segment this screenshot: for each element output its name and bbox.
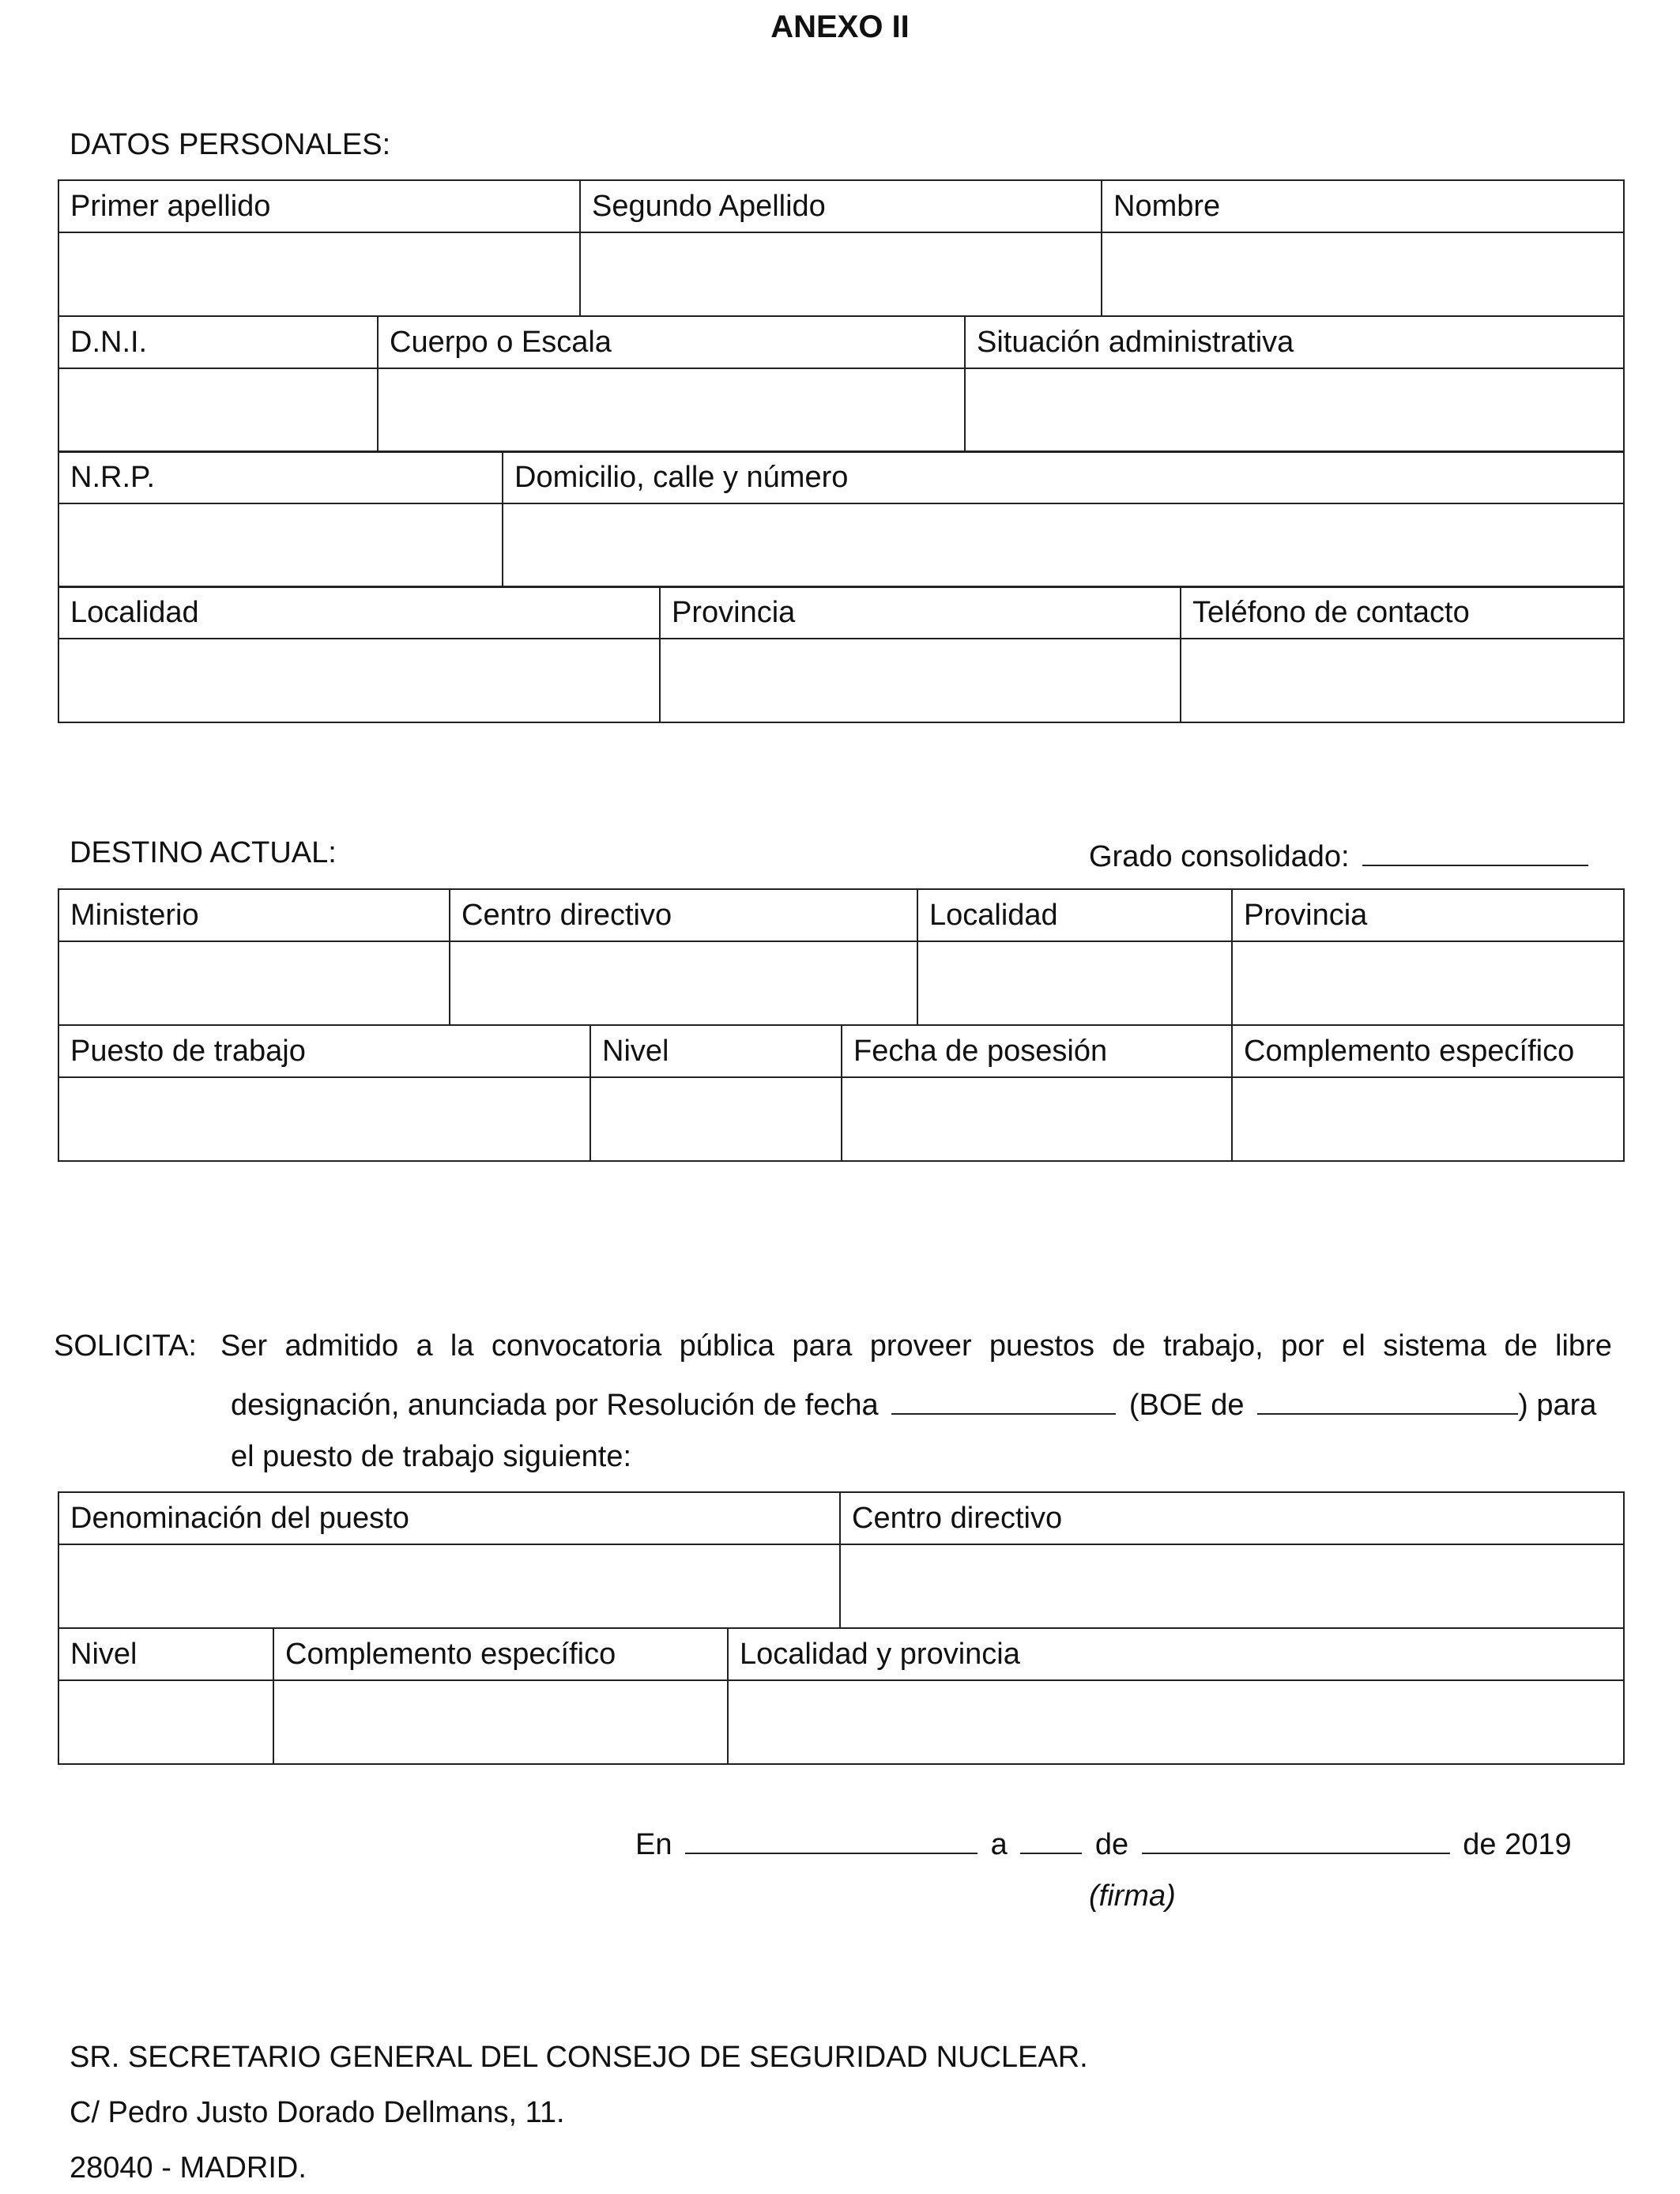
nivel-label: Nivel — [590, 1025, 842, 1077]
personal-data-table-4 — [58, 586, 1625, 723]
solicita-line-1 — [220, 1331, 1612, 1361]
personal-data-heading: DATOS PERSONALES: — [70, 128, 391, 161]
recipient-line-3: 28040 - MADRID. — [70, 2151, 307, 2185]
recipient-line-1: SR. SECRETARIO GENERAL DEL CONSEJO DE SEGURIDAD NUCLEAR. — [70, 2041, 1088, 2074]
localidad-field[interactable] — [58, 639, 660, 722]
firma-label: (firma) — [1089, 1879, 1176, 1913]
solicita-line-2a: designación, anunciada por Resolución de fecha — [231, 1389, 879, 1422]
solicita-word: pública — [679, 1329, 775, 1363]
denominacion-field[interactable] — [58, 1544, 840, 1628]
destino-localidad-label: Localidad — [917, 889, 1232, 941]
puesto-nivel-label: Nivel — [58, 1628, 273, 1680]
denominacion-label: Denominación del puesto — [58, 1492, 840, 1544]
centro-directivo-label: Centro directivo — [450, 889, 917, 941]
situacion-label: Situación administrativa — [965, 316, 1624, 368]
provincia-field[interactable] — [660, 639, 1181, 722]
solicita-word: por — [1281, 1329, 1324, 1363]
solicita-word: de — [1112, 1329, 1146, 1363]
name-label: Nombre — [1102, 180, 1624, 232]
solicita-word: admitido — [284, 1329, 399, 1363]
dni-label: D.N.I. — [58, 316, 378, 368]
second-surname-label: Segundo Apellido — [580, 180, 1102, 232]
destino-localidad-field[interactable] — [917, 941, 1232, 1025]
telefono-field[interactable] — [1181, 639, 1624, 722]
personal-data-table-3 — [58, 450, 1625, 588]
date-year-label: de 2019 — [1463, 1828, 1572, 1861]
date-de-label: de — [1094, 1828, 1129, 1861]
solicita-word: libre — [1555, 1329, 1612, 1363]
date-place-field[interactable] — [685, 1826, 977, 1854]
page-title: ANEXO II — [770, 9, 910, 44]
grado-consolidado — [1089, 838, 1593, 872]
provincia-label: Provincia — [660, 586, 1181, 639]
destino-provincia-label: Provincia — [1232, 889, 1624, 941]
domicilio-label: Domicilio, calle y número — [503, 451, 1624, 503]
destino-table-2 — [58, 1024, 1625, 1162]
fecha-posesion-label: Fecha de posesión — [842, 1025, 1232, 1077]
grado-label: Grado consolidado: — [1089, 840, 1350, 873]
recipient-line-2: C/ Pedro Justo Dorado Dellmans, 11. — [70, 2096, 565, 2129]
puesto-complemento-field[interactable] — [273, 1680, 728, 1764]
date-line — [635, 1826, 1572, 1860]
localidad-provincia-label: Localidad y provincia — [728, 1628, 1624, 1680]
solicita-line-2b: (BOE de — [1128, 1389, 1245, 1422]
solicita-word: la — [450, 1329, 474, 1363]
telefono-label: Teléfono de contacto — [1181, 586, 1624, 639]
situacion-field[interactable] — [965, 368, 1624, 452]
solicita-word: proveer — [869, 1329, 972, 1363]
ministerio-field[interactable] — [58, 941, 450, 1025]
date-a-label: a — [990, 1828, 1008, 1861]
puesto-nivel-field[interactable] — [58, 1680, 273, 1764]
puesto-centro-label: Centro directivo — [840, 1492, 1624, 1544]
first-surname-field[interactable] — [58, 232, 580, 316]
grado-field[interactable] — [1362, 838, 1588, 866]
solicita-word: puestos — [989, 1329, 1095, 1363]
puesto-table — [58, 1491, 1625, 1629]
nivel-field[interactable] — [590, 1077, 842, 1161]
first-surname-label: Primer apellido — [58, 180, 580, 232]
solicita-label: SOLICITA: — [54, 1329, 197, 1363]
name-field[interactable] — [1102, 232, 1624, 316]
solicita-word: convocatoria — [491, 1329, 662, 1363]
localidad-provincia-field[interactable] — [728, 1680, 1624, 1764]
solicita-word: Ser — [220, 1329, 268, 1363]
destino-heading: DESTINO ACTUAL: — [70, 836, 337, 869]
puesto-trabajo-label: Puesto de trabajo — [58, 1025, 590, 1077]
fecha-posesion-field[interactable] — [842, 1077, 1232, 1161]
domicilio-field[interactable] — [503, 503, 1624, 587]
nrp-label: N.R.P. — [58, 451, 503, 503]
solicita-word: el — [1342, 1329, 1365, 1363]
boe-fecha-field[interactable] — [1257, 1386, 1518, 1415]
destino-table — [58, 888, 1625, 1026]
complemento-field[interactable] — [1232, 1077, 1624, 1161]
puesto-trabajo-field[interactable] — [58, 1077, 590, 1161]
cuerpo-escala-field[interactable] — [378, 368, 965, 452]
personal-data-table-2 — [58, 315, 1625, 453]
second-surname-field[interactable] — [580, 232, 1102, 316]
solicita-line-2 — [231, 1386, 1596, 1420]
puesto-complemento-label: Complemento específico — [273, 1628, 728, 1680]
localidad-label: Localidad — [58, 586, 660, 639]
solicita-word: trabajo, — [1162, 1329, 1264, 1363]
cuerpo-escala-label: Cuerpo o Escala — [378, 316, 965, 368]
personal-data-table — [58, 179, 1625, 317]
resolucion-fecha-field[interactable] — [891, 1386, 1116, 1415]
solicita-word: de — [1504, 1329, 1538, 1363]
ministerio-label: Ministerio — [58, 889, 450, 941]
destino-provincia-field[interactable] — [1232, 941, 1624, 1025]
complemento-label: Complemento específico — [1232, 1025, 1624, 1077]
nrp-field[interactable] — [58, 503, 503, 587]
solicita-word: sistema — [1383, 1329, 1487, 1363]
date-en-label: En — [635, 1828, 672, 1861]
puesto-centro-field[interactable] — [840, 1544, 1624, 1628]
solicita-line-2c: ) para — [1518, 1389, 1597, 1422]
solicita-word: a — [416, 1329, 433, 1363]
dni-field[interactable] — [58, 368, 378, 452]
puesto-table-2 — [58, 1627, 1625, 1765]
centro-directivo-field[interactable] — [450, 941, 917, 1025]
solicita-word: para — [792, 1329, 853, 1363]
date-day-field[interactable] — [1020, 1826, 1082, 1854]
date-month-field[interactable] — [1142, 1826, 1450, 1854]
solicita-line-3: el puesto de trabajo siguiente: — [231, 1440, 632, 1473]
